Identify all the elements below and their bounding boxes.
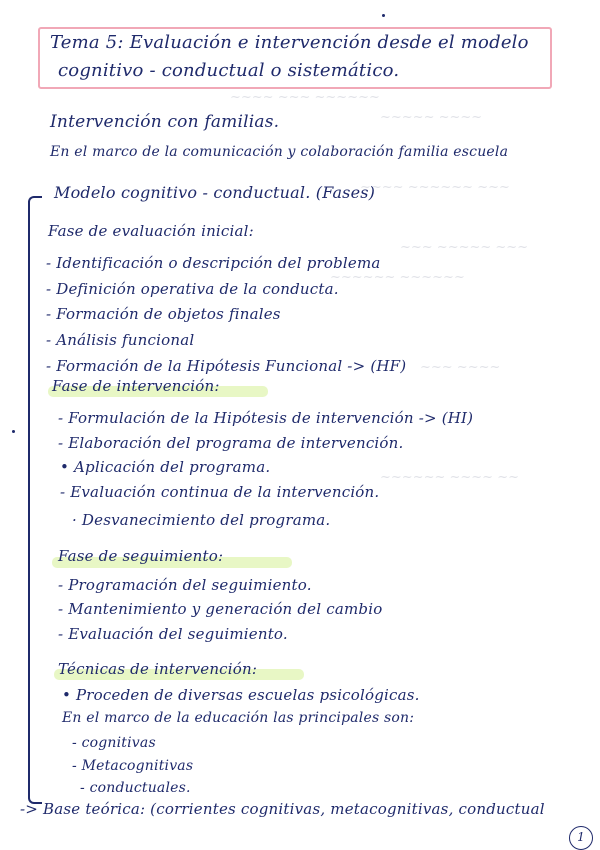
phase-interv-item: - Elaboración del programa de intervención.	[58, 434, 404, 452]
techniques-line-2: En el marco de la educación las principales son:	[62, 710, 415, 726]
intro-heading: Intervención con familias.	[50, 112, 280, 132]
intro-line: En el marco de la comunicación y colaboración familia escuela	[50, 144, 509, 160]
phase-follow-item: - Mantenimiento y generación del cambio	[58, 600, 383, 618]
phase-eval-item: - Análisis funcional	[46, 331, 195, 349]
phase-follow-heading: Fase de seguimiento:	[58, 547, 224, 565]
phase-eval-item: - Formación de la Hipótesis Funcional -> (HF)	[46, 357, 407, 375]
phase-interv-heading: Fase de intervención:	[52, 377, 220, 395]
technique-item: - conductuales.	[80, 780, 191, 796]
title-line-2: cognitivo - conductual o sistemático.	[58, 60, 400, 81]
ink-dot	[382, 14, 385, 17]
phase-interv-item: · Desvanecimiento del programa.	[72, 511, 331, 529]
page-number: 1	[569, 826, 593, 850]
bleed-through: ~~~~ ~~~~~~ ~~~	[360, 180, 510, 195]
phase-eval-heading: Fase de evaluación inicial:	[48, 222, 254, 240]
phases-bracket	[28, 196, 42, 804]
phase-interv-item: - Formulación de la Hipótesis de intervención -> (HI)	[58, 409, 474, 427]
phase-eval-item: - Definición operativa de la conducta.	[46, 280, 339, 298]
bleed-through: ~~~~ ~~~ ~~~~~~	[230, 90, 380, 105]
model-heading: Modelo cognitivo - conductual. (Fases)	[54, 183, 376, 202]
base-theory-line: -> Base teórica: (corrientes cognitivas, metacognitivas, conductual	[20, 800, 545, 818]
phase-eval-item: - Formación de objetos finales	[46, 305, 281, 323]
phase-follow-item: - Evaluación del seguimiento.	[58, 625, 288, 643]
title-line-1: Tema 5: Evaluación e intervención desde el modelo	[50, 32, 529, 53]
phase-eval-item: - Identificación o descripción del problema	[46, 254, 381, 272]
techniques-heading: Técnicas de intervención:	[58, 660, 258, 678]
technique-item: - Metacognitivas	[72, 758, 194, 774]
phase-interv-item: • Aplicación del programa.	[60, 458, 271, 476]
bleed-through: ~~~~~~ ~~~~ ~~	[380, 470, 519, 485]
bleed-through: ~~~ ~~~~	[420, 360, 501, 375]
phase-interv-item: - Evaluación continua de la intervención.	[60, 483, 380, 501]
bleed-through: ~~~ ~~~~~ ~~~	[400, 240, 529, 255]
bleed-through: ~~~~~~ ~~~~~~	[330, 270, 465, 285]
technique-item: - cognitivas	[72, 735, 156, 751]
bleed-through: ~~~~~ ~~~~	[380, 110, 483, 125]
techniques-line-1: • Proceden de diversas escuelas psicológicas.	[62, 686, 420, 704]
ink-dot	[12, 430, 15, 433]
phase-follow-item: - Programación del seguimiento.	[58, 576, 312, 594]
